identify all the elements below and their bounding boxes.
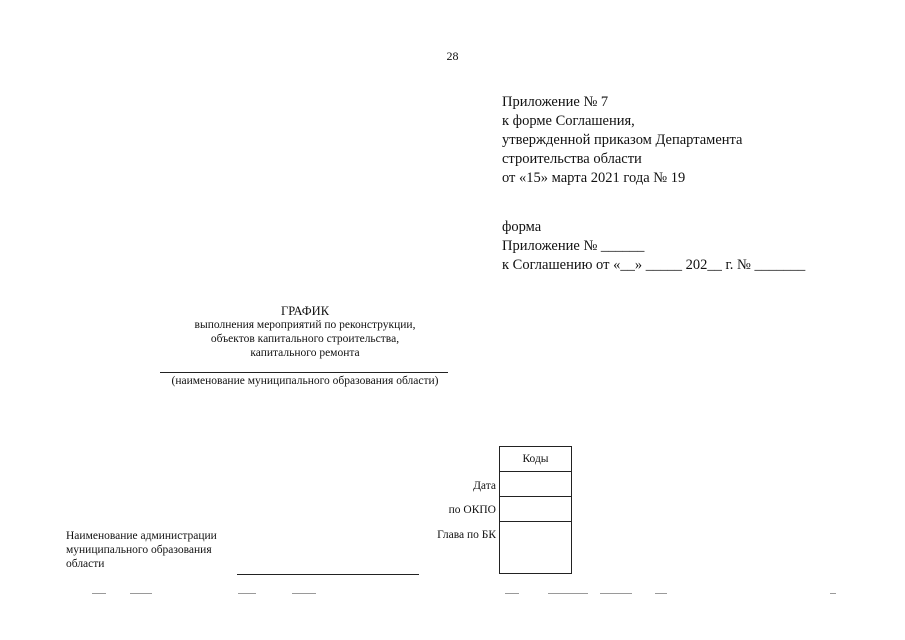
appendix-line-5: от «15» марта 2021 года № 19 [502, 170, 686, 186]
codes-okpo-cell [500, 497, 572, 522]
codes-label-date: Дата [473, 480, 496, 492]
scan-artifact-strip [0, 590, 905, 600]
page-number: 28 [446, 49, 459, 63]
codes-header: Коды [500, 447, 572, 472]
codes-date-cell [500, 472, 572, 497]
admin-line-3: области [66, 558, 105, 570]
appendix-line-1: Приложение № 7 [502, 94, 609, 110]
form-line-3: к Соглашению от «__» _____ 202__ г. № _______ [502, 257, 806, 273]
admin-line-2: муниципального образования [66, 544, 212, 556]
municipality-name-line [160, 372, 448, 373]
appendix-line-2: к форме Соглашения, [502, 113, 635, 129]
admin-line-1: Наименование администрации [66, 530, 217, 542]
appendix-line-3: утвержденной приказом Департамента [502, 132, 743, 148]
document-title: ГРАФИК [280, 304, 330, 318]
codes-table [499, 446, 572, 574]
form-line-2: Приложение № ______ [502, 238, 645, 254]
administration-name-line [237, 574, 419, 575]
title-line-1: выполнения мероприятий по реконструкции, [194, 319, 416, 331]
form-header-block [502, 218, 805, 275]
codes-label-bk: Глава по БК [437, 529, 496, 541]
appendix-line-4: строительства области [502, 151, 642, 167]
codes-bk-cell [500, 522, 572, 574]
title-line-2: объектов капитального строительства, [210, 333, 400, 345]
appendix-approval-block [502, 93, 743, 188]
municipality-name-caption: (наименование муниципального образования области) [171, 375, 439, 387]
administration-name-label [66, 529, 217, 571]
title-line-3: капитального ремонта [250, 347, 360, 359]
form-line-1: форма [502, 219, 542, 235]
codes-label-okpo: по ОКПО [448, 504, 496, 516]
document-title-block [160, 304, 450, 360]
